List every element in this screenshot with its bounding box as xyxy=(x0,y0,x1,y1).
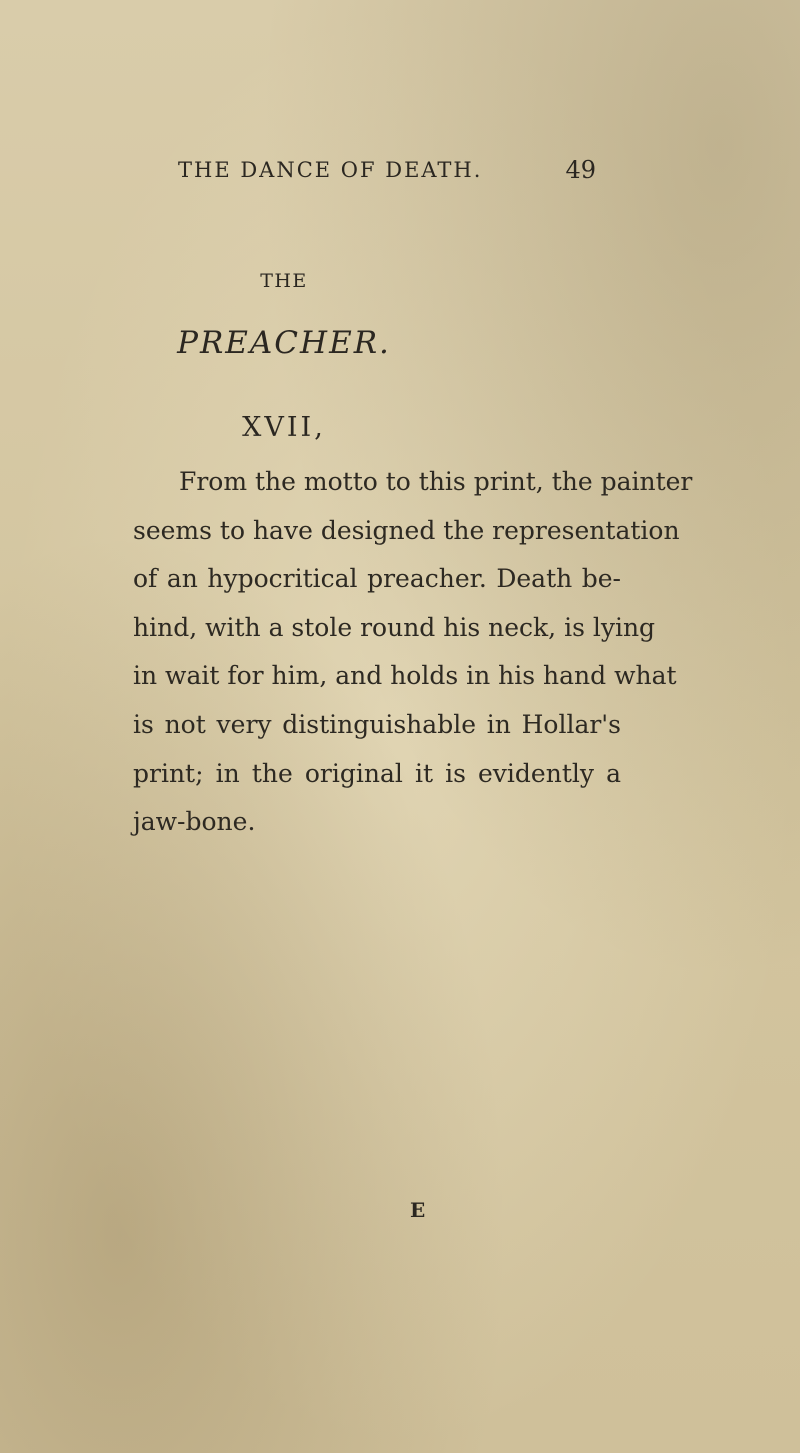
body-line: of an hypocritical preacher. Death be- xyxy=(133,564,621,594)
running-title: THE DANCE OF DEATH. xyxy=(178,158,483,182)
body-line: jaw-bone. xyxy=(133,807,256,837)
section-title: PREACHER. xyxy=(177,325,391,361)
body-line: From the motto to this print, the painter xyxy=(179,467,693,496)
plate-numeral: XVII, xyxy=(242,412,326,443)
body-line: hind, with a stole round his neck, is lying xyxy=(133,612,656,642)
page-number: 49 xyxy=(565,156,596,184)
running-head xyxy=(178,158,608,198)
body-line: seems to have designed the representation xyxy=(133,515,680,545)
body-paragraph xyxy=(133,458,693,847)
body-line: print; in the original it is evidently a xyxy=(133,758,621,788)
signature-mark: E xyxy=(410,1198,426,1222)
body-line: is not very distinguishable in Hollar's xyxy=(133,709,621,739)
heading-article: THE xyxy=(260,270,308,292)
body-line: in wait for him, and holds in his hand what xyxy=(133,661,677,691)
